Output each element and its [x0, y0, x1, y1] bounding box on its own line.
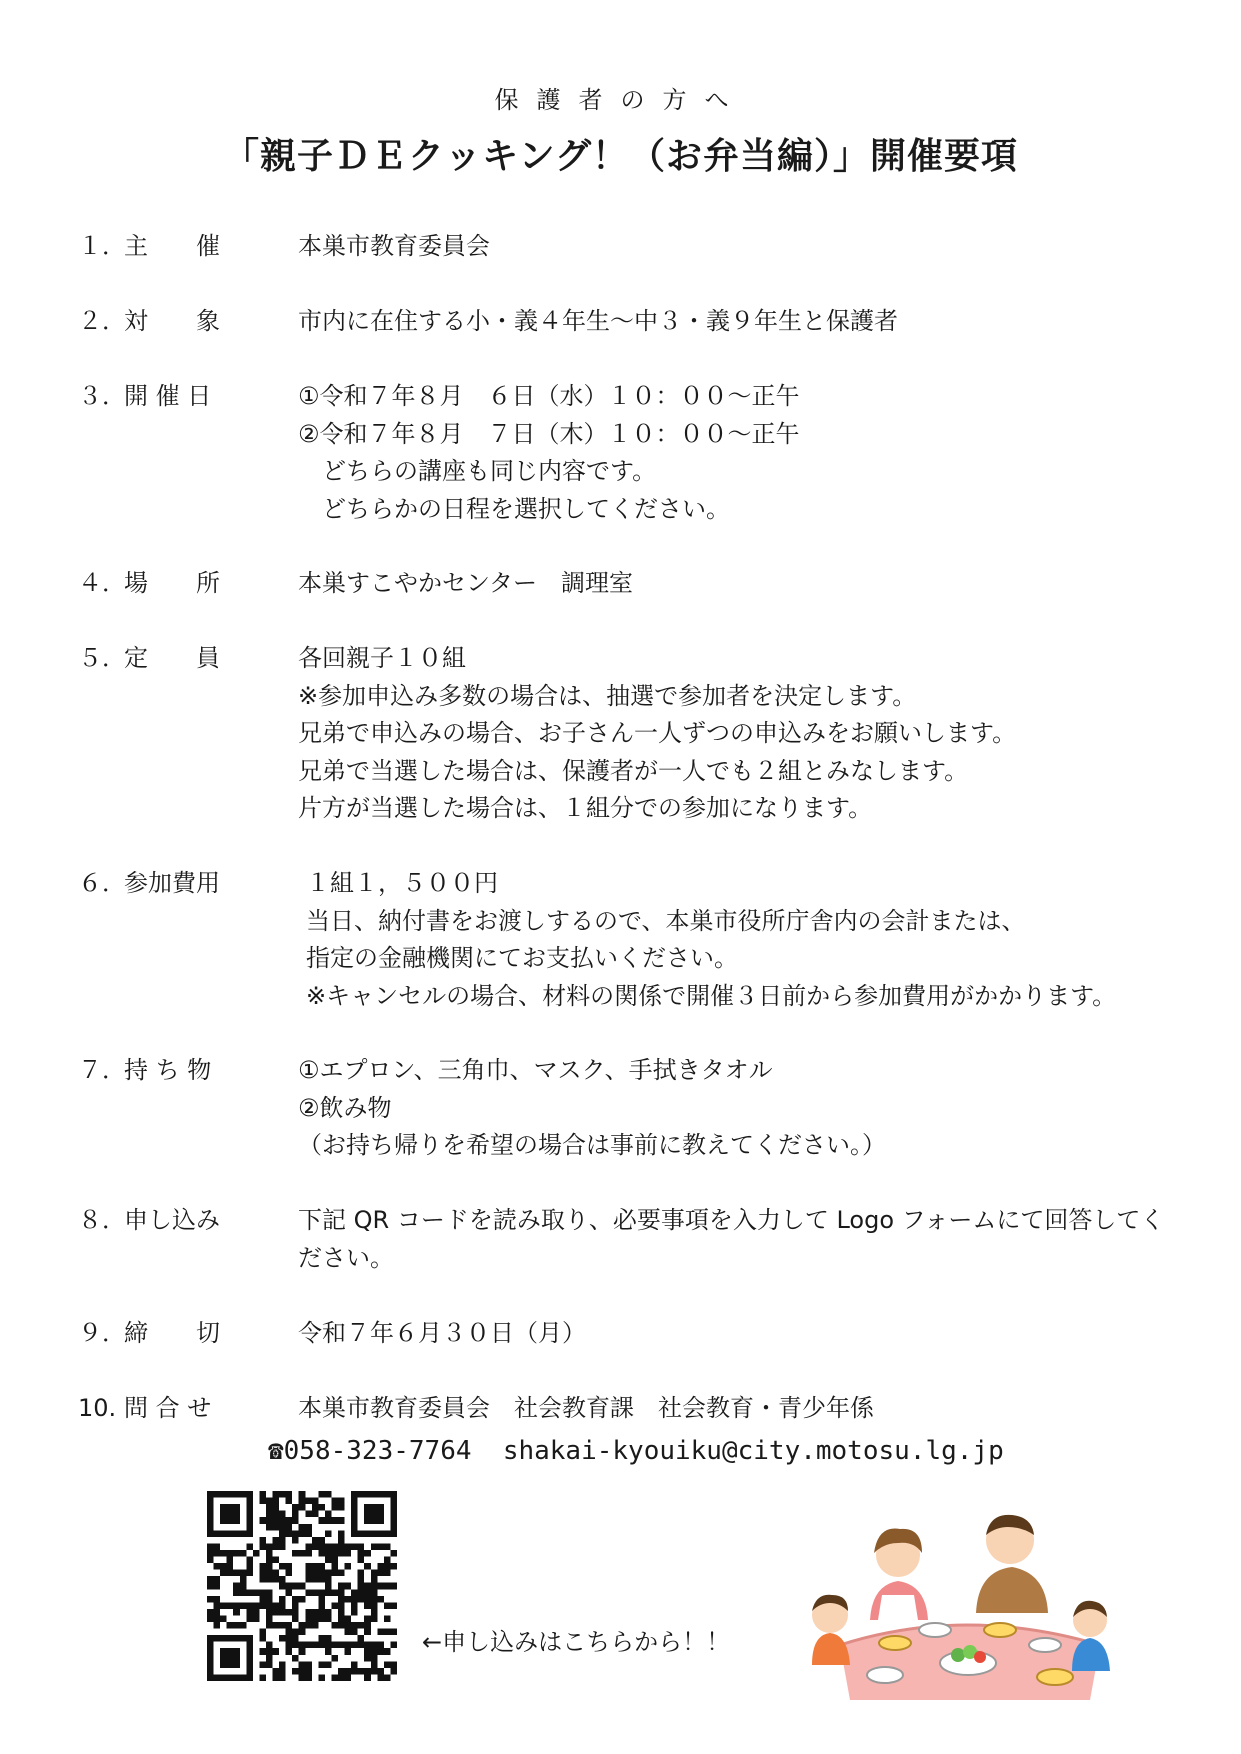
section-number: ４． — [78, 569, 126, 597]
section-number: 10. — [78, 1394, 117, 1422]
section-label — [78, 228, 258, 265]
section-line: どちらの講座も同じ内容です。 — [322, 457, 657, 485]
section-title: 参加費用 — [124, 869, 220, 897]
family-cooking-illustration — [800, 1495, 1130, 1700]
section-label — [78, 303, 258, 340]
to-parents: 保護者の方へ — [494, 86, 747, 114]
section-label — [78, 565, 258, 602]
section-title: 締 切 — [124, 1319, 220, 1347]
section-title: 開 催 日 — [124, 382, 212, 410]
section-label — [78, 1390, 258, 1427]
section-line: 兄弟で申込みの場合、お子さん一人ずつの申込みをお願いします。 — [298, 719, 1017, 747]
section-title: 持 ち 物 — [124, 1056, 212, 1084]
section-title: 問 合 せ — [124, 1394, 212, 1422]
section-line: 令和７年６月３０日（月） — [298, 1319, 586, 1347]
section-line: 片方が当選した場合は、１組分での参加になります。 — [298, 794, 873, 822]
section-line: どちらかの日程を選択してください。 — [322, 494, 730, 523]
section-line: 下記 QR コードを読み取り、必要事項を入力して Logo フォームにて回答してください。 — [298, 1206, 1165, 1272]
section-body — [298, 1202, 1168, 1277]
section-line: 本巣すこやかセンター 調理室 — [298, 569, 634, 597]
section-label — [78, 1052, 258, 1089]
qr-code-icon[interactable] — [207, 1491, 397, 1681]
contact-line — [268, 1436, 1004, 1466]
email-address[interactable]: shakai-kyouiku@city.motosu.lg.jp — [502, 1436, 1004, 1466]
phone-icon: ☎ — [268, 1436, 284, 1466]
section-title: 申し込み — [124, 1206, 220, 1234]
section-body — [298, 865, 1178, 1015]
section-body — [298, 640, 1178, 828]
section-body — [298, 228, 1178, 266]
section-line: ①令和７年８月 ６日（水）１０：００～正午 — [298, 382, 800, 410]
page-title: 「親子ＤＥクッキング！（お弁当編）」開催要項 — [223, 136, 1018, 177]
section-number: ９． — [78, 1319, 126, 1347]
phone-number: 058-323-7764 — [283, 1436, 472, 1466]
section-line: １組１，５００円 — [306, 869, 498, 897]
section-label — [78, 1315, 258, 1352]
section-title: 対 象 — [124, 307, 220, 335]
section-line: 当日、納付書をお渡しするので、本巣市役所庁舎内の会計または、 — [306, 906, 1026, 935]
section-body — [298, 378, 1178, 528]
section-label — [78, 378, 258, 415]
section-line: 本巣市教育委員会 社会教育課 社会教育・青少年係 — [298, 1394, 874, 1422]
section-line: 指定の金融機関にてお支払いください。 — [306, 944, 738, 972]
section-title: 定 員 — [124, 644, 220, 672]
section-line: ②令和７年８月 ７日（木）１０：００～正午 — [298, 419, 800, 448]
section-label — [78, 1202, 258, 1239]
section-line: ①エプロン、三角巾、マスク、手拭きタオル — [298, 1056, 773, 1084]
section-line: ※キャンセルの場合、材料の関係で開催３日前から参加費用がかかります。 — [306, 981, 1117, 1010]
section-number: ２． — [78, 307, 126, 335]
section-line: ※参加申込み多数の場合は、抽選で参加者を決定します。 — [298, 681, 917, 710]
section-body — [298, 1052, 1178, 1165]
section-title: 主 催 — [124, 232, 220, 260]
section-label — [78, 640, 258, 677]
section-body — [298, 303, 1178, 341]
section-body — [298, 1315, 1178, 1353]
section-title: 場 所 — [124, 569, 220, 597]
section-number: ３． — [78, 382, 126, 410]
section-number: ５． — [78, 644, 126, 672]
section-line: 各回親子１０組 — [298, 644, 466, 672]
section-label — [78, 865, 258, 902]
section-number: １． — [78, 232, 126, 260]
section-line: （お持ち帰りを希望の場合は事前に教えてください。） — [298, 1131, 886, 1159]
section-number: ６． — [78, 869, 126, 897]
section-number: ７． — [78, 1056, 126, 1084]
section-body — [298, 565, 1178, 603]
apply-arrow-text: ←申し込みはこちらから！！ — [422, 1628, 731, 1656]
section-line: ②飲み物 — [298, 1093, 392, 1122]
section-body — [298, 1390, 1178, 1428]
section-line: 市内に在住する小・義４年生～中３・義９年生と保護者 — [298, 307, 898, 335]
section-line: 兄弟で当選した場合は、保護者が一人でも２組とみなします。 — [298, 756, 969, 785]
section-line: 本巣市教育委員会 — [298, 232, 490, 260]
section-number: ８． — [78, 1206, 126, 1234]
